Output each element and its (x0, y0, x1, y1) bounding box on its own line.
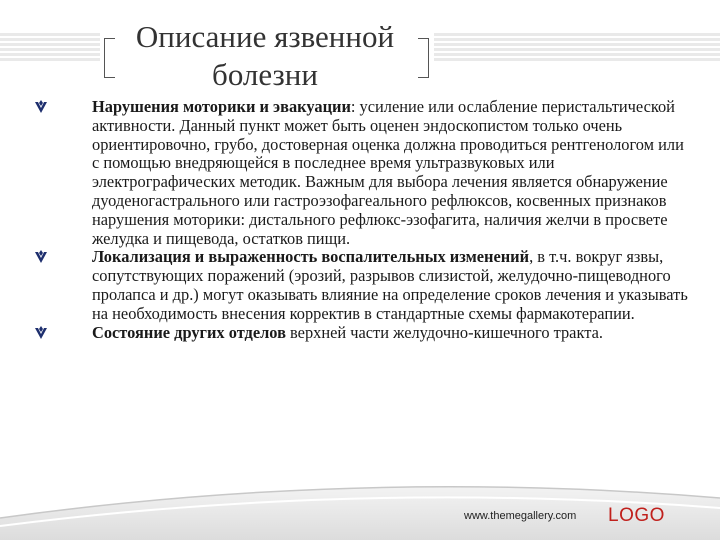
list-item (34, 324, 694, 343)
bullet-list (34, 98, 694, 342)
diamond-v-bullet-icon (34, 250, 48, 264)
list-item (34, 98, 694, 248)
slide-title-line1: Описание язвенной (135, 19, 395, 54)
decorative-stripes-right (434, 33, 720, 63)
website-text: www.themegallery.com (464, 510, 577, 522)
slide-title (112, 18, 418, 94)
diamond-v-bullet-icon (34, 326, 48, 340)
bullet-text: , в т.ч. вокруг язвы, сопутствующих поражений (эрозий, разрывов слизистой, желудочно-пищеводного пролапса и др.) могут оказывать влияние на определение сроков лечения и указывать на необходимость внесения корректив в стандартные схемы фармакотерапии. (92, 247, 688, 323)
bullet-text: : усиление или ослабление перистальтической активности. Данный пункт может быть оценен эндоскопистом только очень ориентировочно, грубо, достоверная оценка должна проводиться рентгенологом или с помощью внедряющейся в последнее время ультразвуковых или электрографических методик. Важным для выбора лечения является обнаружение дуоденогастрального или гастроэзофагеального рефлюксов, косвенных признаков нарушения моторики: дистального рефлюкс-эзофагита, наличия желчи в просвете желудка и пищевода, остатков пищи. (92, 97, 684, 248)
list-item (34, 248, 694, 323)
logo: LOGO (608, 505, 665, 526)
bullet-bold-text: Состояние других отделов (92, 322, 286, 342)
bullet-bold-text: Локализация и выраженность воспалительных изменений (92, 247, 530, 267)
slide-title-line2: болезни (212, 57, 318, 92)
bullet-text: верхней части желудочно-кишечного тракта. (285, 322, 603, 342)
title-bracket-right (418, 38, 429, 78)
decorative-stripes-left (0, 33, 100, 63)
diamond-v-bullet-icon (34, 100, 48, 114)
bullet-bold-text: Нарушения моторики и эвакуации (92, 97, 351, 116)
